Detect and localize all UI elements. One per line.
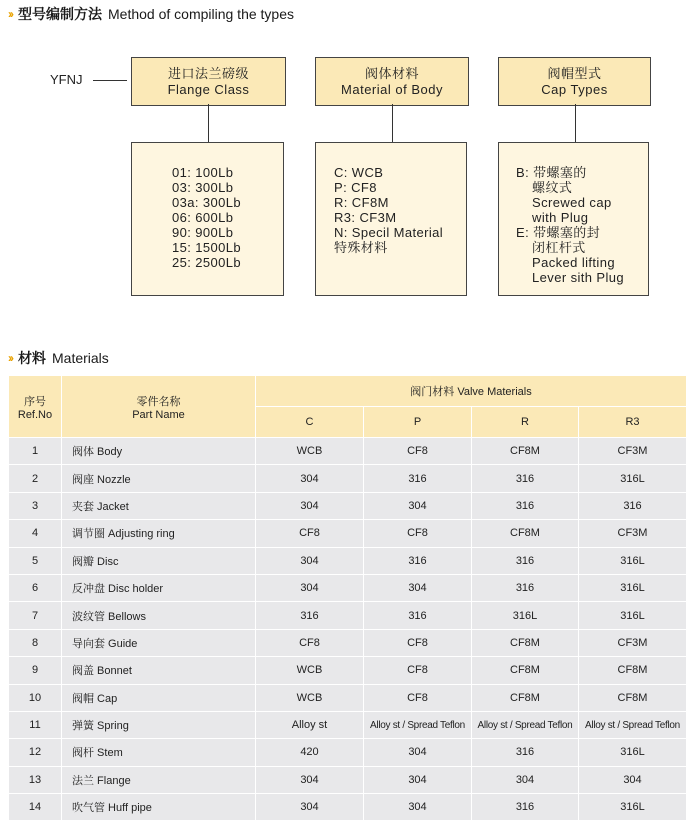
cap-type-option: E: 带螺塞的封	[516, 225, 601, 240]
r3-cell: 316L	[579, 465, 687, 492]
r-cell: 304	[472, 766, 579, 793]
chevron-right-icon: ››	[8, 7, 12, 21]
c-cell: 304	[256, 766, 364, 793]
r-cell: 316	[472, 547, 579, 574]
r3-cell: 316L	[579, 794, 687, 821]
p-cell: Alloy st / Spread Teflon	[364, 711, 472, 738]
ref-cell: 3	[9, 492, 62, 519]
p-cell: 304	[364, 739, 472, 766]
table-row	[9, 465, 687, 492]
ref-cell: 8	[9, 629, 62, 656]
part-cell: 阀座 Nozzle	[62, 465, 256, 492]
part-cell: 阀体 Body	[62, 438, 256, 465]
c-cell: 304	[256, 574, 364, 601]
part-cell: 法兰 Flange	[62, 766, 256, 793]
table-row	[9, 438, 687, 465]
r-cell: CF8M	[472, 684, 579, 711]
part-name-header-en: Part Name	[132, 408, 185, 421]
ref-cell: 7	[9, 602, 62, 629]
c-cell: CF8	[256, 629, 364, 656]
model-code-connector	[93, 80, 127, 81]
body-material-option: P: CF8	[334, 180, 377, 195]
col-header-r3: R3	[579, 407, 687, 438]
c-cell: WCB	[256, 438, 364, 465]
cap-type-option: Packed lifting	[516, 255, 615, 270]
cap-type-option: with Plug	[516, 210, 589, 225]
r3-cell: CF3M	[579, 438, 687, 465]
cap-type-option: Screwed cap	[516, 195, 612, 210]
c-cell: Alloy st	[256, 711, 364, 738]
cap-types-header	[498, 57, 651, 106]
c-cell: 304	[256, 794, 364, 821]
model-code: YFNJ	[50, 72, 83, 87]
cap-types-title-cn: 阀帽型式	[547, 65, 602, 81]
materials-heading-en: Materials	[52, 350, 109, 366]
part-cell: 阀杆 Stem	[62, 739, 256, 766]
cap-type-option: B: 带螺塞的	[516, 165, 587, 180]
table-row	[9, 520, 687, 547]
c-cell: 420	[256, 739, 364, 766]
r3-cell: 316L	[579, 739, 687, 766]
method-heading-cn: 型号编制方法	[18, 6, 102, 22]
cap-type-option: Lever sith Plug	[516, 270, 625, 285]
valve-materials-header: 阀门材料 Valve Materials	[256, 376, 687, 407]
body-material-title-en: Material of Body	[341, 81, 443, 97]
table-row	[9, 766, 687, 793]
flange-class-option: 90: 900Lb	[172, 225, 234, 240]
body-material-option: 特殊材料	[334, 240, 388, 255]
ref-cell: 13	[9, 766, 62, 793]
part-cell: 吹气管 Huff pipe	[62, 794, 256, 821]
cap-type-option: 闭杠杆式	[516, 240, 586, 255]
materials-table	[8, 375, 687, 821]
ref-cell: 11	[9, 711, 62, 738]
ref-cell: 6	[9, 574, 62, 601]
r-cell: Alloy st / Spread Teflon	[472, 711, 579, 738]
ref-cell: 5	[9, 547, 62, 574]
r-cell: 316	[472, 492, 579, 519]
ref-cell: 1	[9, 438, 62, 465]
cap-type-option: 螺纹式	[516, 180, 573, 195]
p-cell: 316	[364, 465, 472, 492]
p-cell: 304	[364, 766, 472, 793]
p-cell: CF8	[364, 520, 472, 547]
part-name-header-cn: 零件名称	[136, 395, 181, 408]
flange-class-title-cn: 进口法兰磅级	[167, 65, 249, 81]
ref-cell: 2	[9, 465, 62, 492]
table-row	[9, 657, 687, 684]
cap-types-connector	[575, 104, 576, 142]
r-cell: 316L	[472, 602, 579, 629]
c-cell: CF8	[256, 520, 364, 547]
flange-class-title-en: Flange Class	[167, 81, 250, 97]
r3-cell: CF8M	[579, 657, 687, 684]
r3-cell: 304	[579, 766, 687, 793]
table-row	[9, 547, 687, 574]
part-cell: 阀帽 Cap	[62, 684, 256, 711]
materials-section-title	[8, 348, 109, 368]
flange-class-option: 01: 100Lb	[172, 165, 234, 180]
ref-cell: 10	[9, 684, 62, 711]
c-cell: 316	[256, 602, 364, 629]
r3-cell: CF3M	[579, 520, 687, 547]
r3-cell: 316L	[579, 574, 687, 601]
p-cell: 304	[364, 574, 472, 601]
c-cell: 304	[256, 465, 364, 492]
p-cell: 316	[364, 602, 472, 629]
body-material-options	[315, 142, 467, 296]
table-row	[9, 794, 687, 821]
body-material-option: R3: CF3M	[334, 210, 397, 225]
body-material-option: R: CF8M	[334, 195, 389, 210]
part-cell: 夹套 Jacket	[62, 492, 256, 519]
table-row	[9, 602, 687, 629]
col-header-p: P	[364, 407, 472, 438]
p-cell: CF8	[364, 657, 472, 684]
r-cell: CF8M	[472, 629, 579, 656]
ref-cell: 14	[9, 794, 62, 821]
flange-class-option: 03: 300Lb	[172, 180, 234, 195]
r3-cell: CF3M	[579, 629, 687, 656]
r-cell: 316	[472, 794, 579, 821]
part-cell: 波纹管 Bellows	[62, 602, 256, 629]
ref-cell: 12	[9, 739, 62, 766]
chevron-right-icon: ››	[8, 351, 12, 365]
ref-cell: 9	[9, 657, 62, 684]
ref-no-header-en: Ref.No	[17, 408, 53, 421]
c-cell: 304	[256, 547, 364, 574]
r-cell: 316	[472, 465, 579, 492]
p-cell: CF8	[364, 629, 472, 656]
p-cell: 304	[364, 794, 472, 821]
part-cell: 阀瓣 Disc	[62, 547, 256, 574]
ref-cell: 4	[9, 520, 62, 547]
r-cell: CF8M	[472, 520, 579, 547]
ref-no-header-cn: 序号	[24, 395, 46, 408]
flange-class-connector	[208, 104, 209, 142]
body-material-option: C: WCB	[334, 165, 384, 180]
part-cell: 阀盖 Bonnet	[62, 657, 256, 684]
table-row	[9, 739, 687, 766]
flange-class-option: 15: 1500Lb	[172, 240, 242, 255]
r-cell: CF8M	[472, 657, 579, 684]
col-header-r: R	[472, 407, 579, 438]
r-cell: 316	[472, 574, 579, 601]
r3-cell: 316L	[579, 547, 687, 574]
part-name-header	[62, 376, 256, 438]
c-cell: WCB	[256, 657, 364, 684]
p-cell: 316	[364, 547, 472, 574]
r3-cell: 316L	[579, 602, 687, 629]
body-material-title-cn: 阀体材料	[364, 65, 419, 81]
method-section-title	[8, 4, 294, 24]
flange-class-option: 25: 2500Lb	[172, 255, 242, 270]
table-row	[9, 711, 687, 738]
part-cell: 调节圈 Adjusting ring	[62, 520, 256, 547]
cap-types-options	[498, 142, 649, 296]
table-row	[9, 574, 687, 601]
materials-heading-cn: 材料	[18, 350, 46, 366]
body-material-option: N: Specil Material	[334, 225, 444, 240]
p-cell: 304	[364, 492, 472, 519]
p-cell: CF8	[364, 438, 472, 465]
table-row	[9, 629, 687, 656]
c-cell: 304	[256, 492, 364, 519]
body-material-header	[315, 57, 469, 106]
r-cell: 316	[472, 739, 579, 766]
flange-class-options	[131, 142, 284, 296]
p-cell: CF8	[364, 684, 472, 711]
c-cell: WCB	[256, 684, 364, 711]
table-row	[9, 492, 687, 519]
flange-class-option: 06: 600Lb	[172, 210, 234, 225]
r3-cell: Alloy st / Spread Teflon	[579, 711, 687, 738]
part-cell: 导向套 Guide	[62, 629, 256, 656]
r3-cell: CF8M	[579, 684, 687, 711]
ref-no-header	[9, 376, 62, 438]
cap-types-title-en: Cap Types	[541, 81, 608, 97]
method-heading-en: Method of compiling the types	[108, 6, 294, 22]
r3-cell: 316	[579, 492, 687, 519]
r-cell: CF8M	[472, 438, 579, 465]
flange-class-header	[131, 57, 286, 106]
part-cell: 反冲盘 Disc holder	[62, 574, 256, 601]
col-header-c: C	[256, 407, 364, 438]
body-material-connector	[392, 104, 393, 142]
part-cell: 弹簧 Spring	[62, 711, 256, 738]
flange-class-option: 03a: 300Lb	[172, 195, 242, 210]
table-row	[9, 684, 687, 711]
